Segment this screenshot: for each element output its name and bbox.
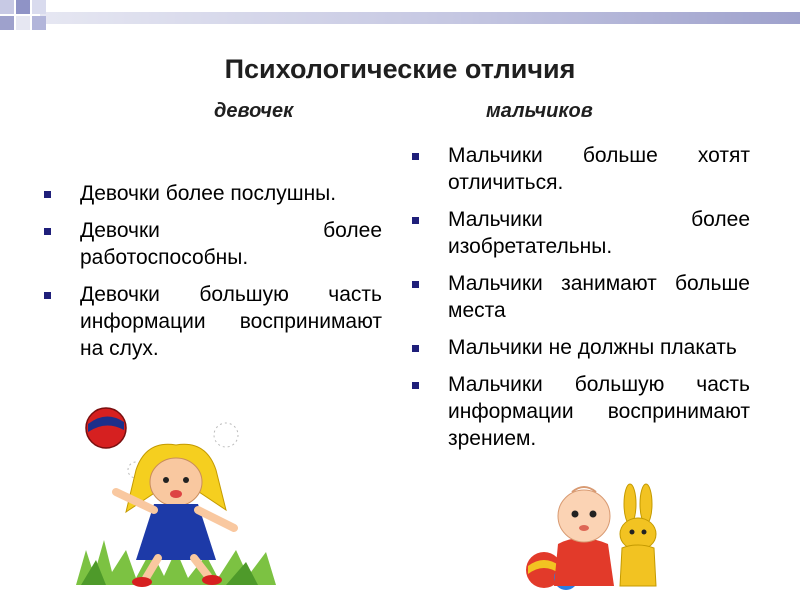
header-decoration xyxy=(0,0,800,28)
header-gradient-bar xyxy=(40,12,800,24)
deco-square xyxy=(0,16,14,30)
bullet-icon xyxy=(44,191,51,198)
bullet-icon xyxy=(412,281,419,288)
deco-square xyxy=(16,16,30,30)
deco-square xyxy=(0,0,14,14)
subtitle-girls: девочек xyxy=(214,100,294,122)
subtitle-boys: мальчиков xyxy=(486,100,593,122)
bullet-icon xyxy=(412,382,419,389)
girls-list xyxy=(44,180,382,372)
list-item: Мальчики более изобретательны. xyxy=(412,206,750,260)
bullet-icon xyxy=(412,153,419,160)
baby-with-bunny-illustration xyxy=(520,482,670,594)
deco-square xyxy=(16,0,30,14)
list-item: Мальчики занимают больше места xyxy=(412,270,750,324)
list-item: Девочки большую часть информации воспринимают на слух. xyxy=(44,281,382,362)
bullet-icon xyxy=(44,228,51,235)
deco-square xyxy=(32,16,46,30)
girl-playing-ball-illustration xyxy=(76,400,276,590)
list-item: Мальчики больше хотят отличиться. xyxy=(412,142,750,196)
bullet-icon xyxy=(412,217,419,224)
bullet-icon xyxy=(44,292,51,299)
list-item: Девочки более послушны. xyxy=(44,180,382,207)
deco-square xyxy=(32,0,46,14)
list-item: Мальчики не должны плакать xyxy=(412,334,750,361)
bullet-icon xyxy=(412,345,419,352)
slide-title: Психологические отличия xyxy=(224,54,576,84)
list-item: Мальчики большую часть информации воспринимают зрением. xyxy=(412,371,750,452)
boys-list xyxy=(412,142,750,462)
list-item: Девочки более работоспособны. xyxy=(44,217,382,271)
